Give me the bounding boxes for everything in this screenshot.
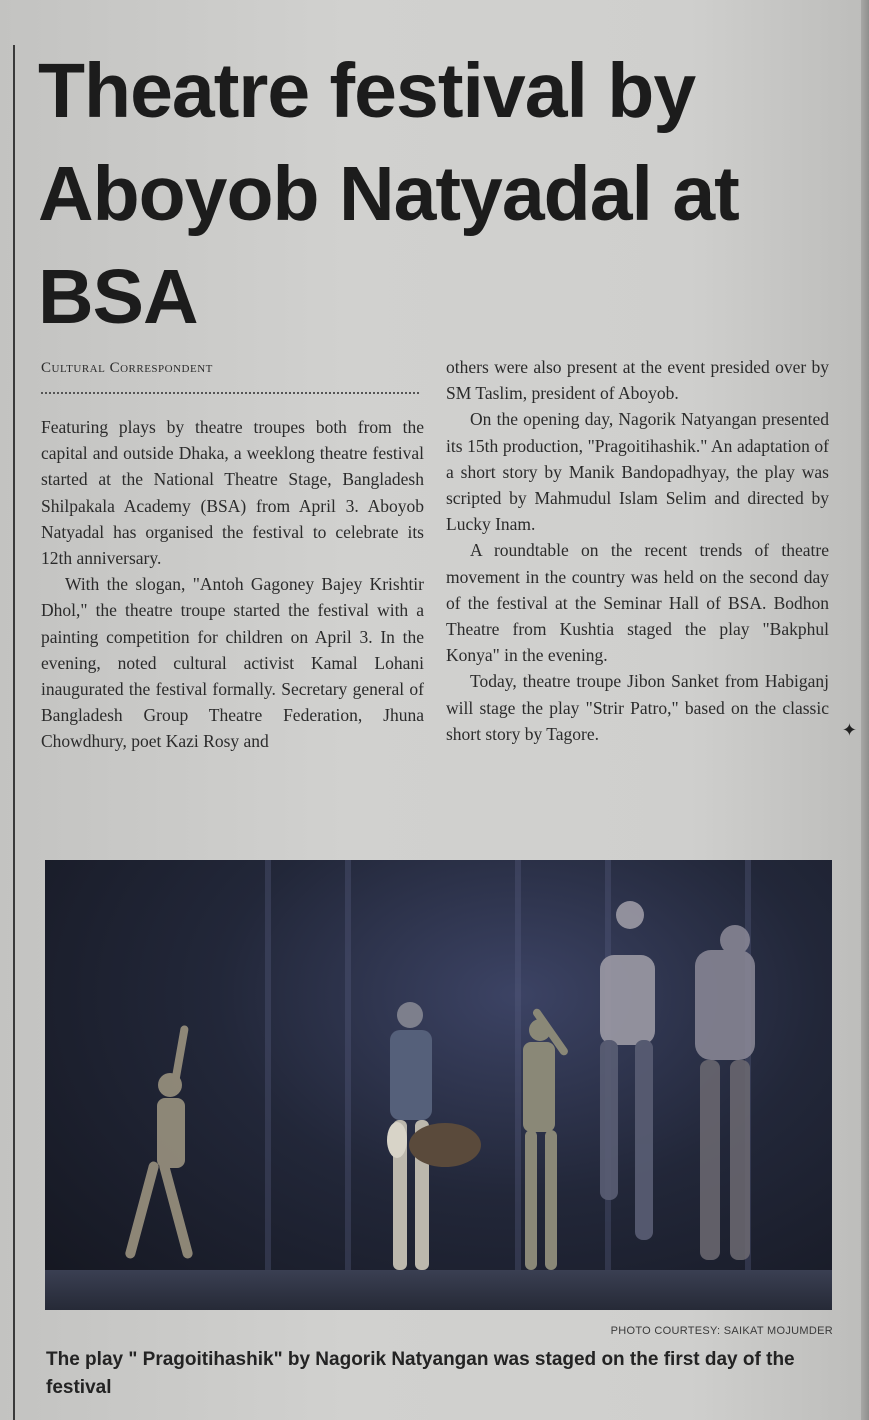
stage-photo (45, 860, 832, 1310)
paragraph-2: With the slogan, "Antoh Gagoney Bajey Krishtir Dhol," the theatre troupe started the festival with a painting competition for children on April 3. In the evening, noted cultural activist Kamal Lohani inaugurated the festival formally. Secretary general of Bangladesh Group Theatre Federation, Jhuna Chowdhury, poet Kazi Rosy and (41, 574, 424, 752)
page-edge-shadow (861, 0, 869, 1420)
headline: Theatre festival by Aboyob Natyadal at BSA (38, 48, 739, 340)
paragraph-5: A roundtable on the recent trends of theatre movement in the country was held on the second day of the festival at the Seminar Hall of BSA. Bodhon Theatre from Kushtia staged the play "Bakphul Konya" in the evening. (446, 540, 829, 666)
paragraph-1: Featuring plays by theatre troupes both from the capital and outside Dhaka, a weeklong theatre festival started at the National Theatre Stage, Bangladesh Shilpakala Academy (BSA) from April 3. Aboyob Natyadal has organised the festival to celebrate its 12th anniversary. (41, 417, 424, 569)
paragraph-6: Today, theatre troupe Jibon Sanket from Habiganj will stage the play "Strir Patro," based on the classic short story by Tagore. (446, 671, 829, 744)
article-column-1 (41, 354, 424, 755)
byline: Cultural Correspondent (41, 360, 213, 376)
performers-illustration (45, 860, 832, 1310)
paragraph-3: others were also present at the event presided over by SM Taslim, president of Aboyob. (446, 357, 829, 404)
dotted-divider (41, 382, 419, 394)
photo-caption: The play " Pragoitihashik" by Nagorik Natyangan was staged on the first day of the festival (46, 1349, 795, 1398)
column-rule (13, 45, 15, 1420)
paragraph-4: On the opening day, Nagorik Natyangan presented its 15th production, "Pragoitihashik." An adaptation of a short story by Manik Bandopadhyay, the play was scripted by Mahmudul Islam Selim and directed by Lucky Inam. (446, 409, 829, 535)
photo-credit: PHOTO COURTESY: SAIKAT MOJUMDER (610, 1325, 833, 1337)
article-column-2 (446, 354, 829, 747)
margin-mark-icon: ✦ (841, 720, 857, 741)
